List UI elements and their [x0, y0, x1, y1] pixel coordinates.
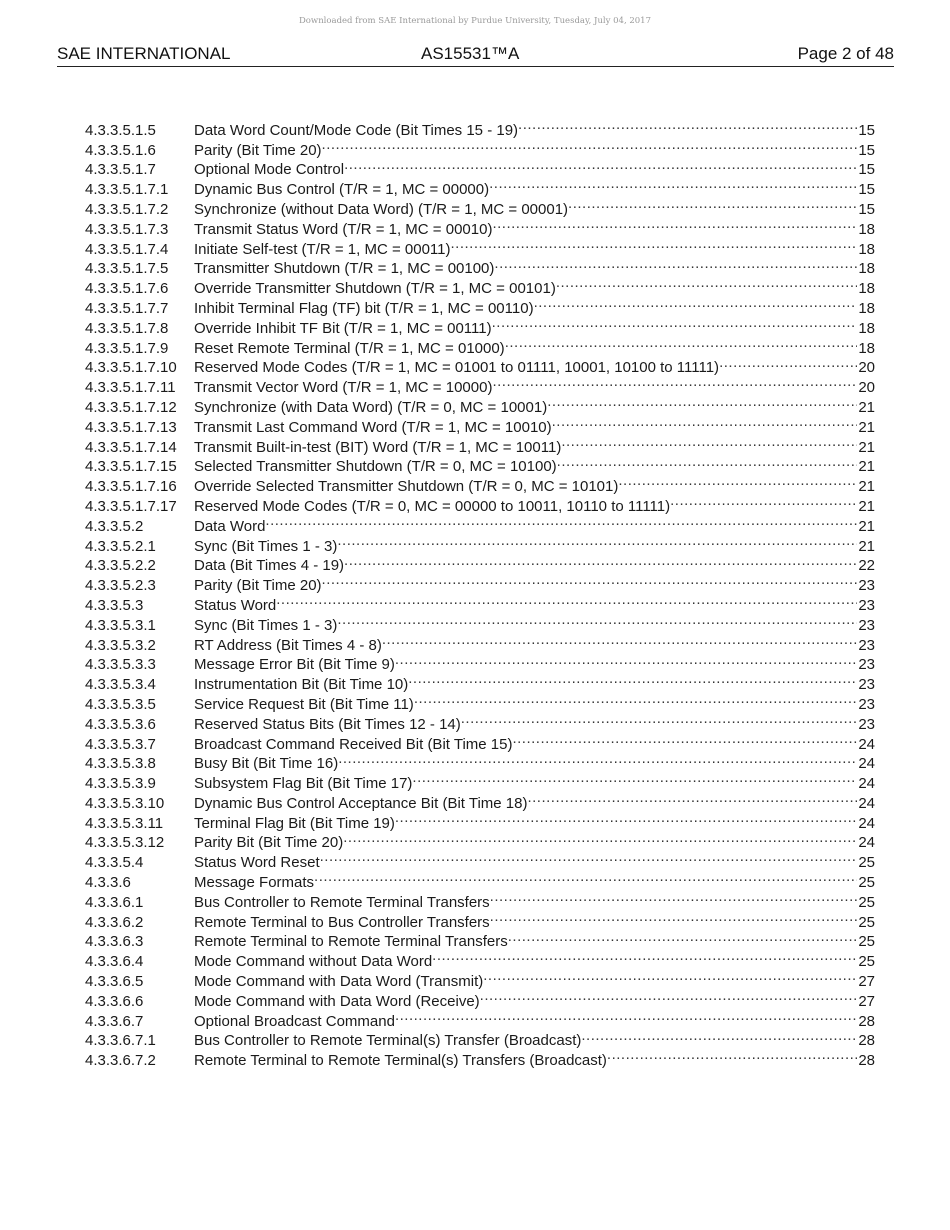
toc-page-number: 25: [858, 933, 875, 951]
toc-section-title: Broadcast Command Received Bit (Bit Time 15): [194, 735, 513, 753]
toc-dot-leader: [557, 452, 858, 472]
toc-section-title: Status Word: [194, 596, 277, 614]
toc-page-number: 18: [858, 220, 875, 238]
toc-section-number: 4.3.3.5.2.3: [85, 577, 156, 595]
toc-section-number: 4.3.3.5.1.7.9: [85, 339, 169, 357]
toc-page-number: 28: [858, 1032, 875, 1050]
page-header: [57, 44, 894, 67]
toc-dot-leader: [382, 630, 857, 650]
toc-section-number: 4.3.3.5.3.8: [85, 755, 156, 773]
toc-page-number: 20: [858, 359, 875, 377]
toc-dot-leader: [534, 293, 858, 313]
toc-page-number: 27: [858, 992, 875, 1010]
toc-section-title: Reserved Status Bits (Bit Times 12 - 14): [194, 715, 461, 733]
toc-dot-leader: [505, 333, 858, 353]
toc-section-number: 4.3.3.5.2.1: [85, 537, 156, 555]
toc-section-number: 4.3.3.5.3: [85, 596, 144, 614]
toc-page-number: 24: [858, 755, 875, 773]
toc-section-title: Override Selected Transmitter Shutdown (T/R = 0, MC = 10101): [194, 478, 619, 496]
toc-section-title: Reset Remote Terminal (T/R = 1, MC = 01000): [194, 339, 505, 357]
publisher-name: SAE INTERNATIONAL: [57, 44, 231, 63]
toc-section-title: Mode Command without Data Word: [194, 953, 433, 971]
toc-page-number: 23: [858, 596, 875, 614]
toc-dot-leader: [344, 551, 857, 571]
toc-section-title: Selected Transmitter Shutdown (T/R = 0, MC = 10100): [194, 458, 557, 476]
toc-dot-leader: [494, 254, 857, 274]
toc-section-number: 4.3.3.5.1.7: [85, 161, 156, 179]
toc-page-number: 25: [858, 854, 875, 872]
toc-page-number: 23: [858, 676, 875, 694]
toc-dot-leader: [618, 471, 857, 491]
toc-section-title: Message Formats: [194, 874, 315, 892]
toc-dot-leader: [490, 887, 858, 907]
toc-section-title: Subsystem Flag Bit (Bit Time 17): [194, 775, 413, 793]
toc-dot-leader: [492, 372, 857, 392]
toc-dot-leader: [395, 650, 857, 670]
toc-section-title: Service Request Bit (Bit Time 11): [194, 695, 414, 713]
toc-section-number: 4.3.3.5.1.7.15: [85, 458, 177, 476]
toc-page-number: 21: [858, 517, 875, 535]
toc-section-number: 4.3.3.5.1.7.3: [85, 220, 169, 238]
toc-dot-leader: [337, 531, 857, 551]
toc-page-number: 18: [858, 260, 875, 278]
toc-page-number: 18: [858, 319, 875, 337]
toc-dot-leader: [322, 135, 858, 155]
toc-section-title: Remote Terminal to Remote Terminal Transfers: [194, 933, 508, 951]
toc-section-title: Bus Controller to Remote Terminal Transfers: [194, 893, 490, 911]
toc-page-number: 23: [858, 695, 875, 713]
toc-section-number: 4.3.3.5.1.7.5: [85, 260, 169, 278]
toc-dot-leader: [518, 115, 857, 135]
toc-page-number: 21: [858, 537, 875, 555]
toc-section-title: Transmit Last Command Word (T/R = 1, MC = 10010): [194, 418, 552, 436]
toc-section-number: 4.3.3.5.3.2: [85, 636, 156, 654]
toc-section-title: Sync (Bit Times 1 - 3): [194, 537, 338, 555]
toc-section-title: Instrumentation Bit (Bit Time 10): [194, 676, 409, 694]
toc-dot-leader: [670, 491, 857, 511]
toc-section-title: Parity (Bit Time 20): [194, 141, 322, 159]
toc-dot-leader: [461, 709, 858, 729]
toc-section-number: 4.3.3.5.1.6: [85, 141, 156, 159]
toc-dot-leader: [320, 847, 858, 867]
toc-dot-leader: [337, 610, 857, 630]
toc-section-number: 4.3.3.5.3.7: [85, 735, 156, 753]
toc-section-title: Transmit Built-in-test (BIT) Word (T/R = 1, MC = 10011): [194, 438, 562, 456]
toc-dot-leader: [581, 1026, 857, 1046]
toc-dot-leader: [343, 828, 857, 848]
toc-page-number: 21: [858, 478, 875, 496]
toc-section-number: 4.3.3.5.1.7.2: [85, 200, 169, 218]
toc-section-number: 4.3.3.6.4: [85, 953, 144, 971]
toc-dot-leader: [719, 353, 857, 373]
toc-section-number: 4.3.3.5.1.7.16: [85, 478, 177, 496]
toc-dot-leader: [344, 155, 857, 175]
toc-page-number: 21: [858, 438, 875, 456]
toc-section-title: Optional Broadcast Command: [194, 1012, 395, 1030]
toc-section-number: 4.3.3.5.1.5: [85, 121, 156, 139]
toc-section-title: Bus Controller to Remote Terminal(s) Transfer (Broadcast): [194, 1032, 582, 1050]
toc-section-number: 4.3.3.5.3.3: [85, 656, 156, 674]
toc-page-number: 25: [858, 913, 875, 931]
toc-page-number: 20: [858, 379, 875, 397]
toc-dot-leader: [480, 986, 858, 1006]
toc-dot-leader: [568, 194, 857, 214]
download-watermark: Downloaded from SAE International by Purdue University, Tuesday, July 04, 2017: [298, 16, 651, 26]
toc-dot-leader: [395, 1006, 857, 1026]
toc-section-title: Data (Bit Times 4 - 19): [194, 557, 345, 575]
toc-page-number: 15: [858, 200, 875, 218]
toc-section-title: Override Transmitter Shutdown (T/R = 1, MC = 00101): [194, 280, 556, 298]
toc-page-number: 21: [858, 497, 875, 515]
toc-page-number: 25: [858, 874, 875, 892]
toc-section-number: 4.3.3.5.3.11: [85, 814, 164, 832]
toc-dot-leader: [489, 174, 857, 194]
toc-dot-leader: [338, 749, 857, 769]
toc-dot-leader: [322, 570, 858, 590]
toc-page-number: 24: [858, 794, 875, 812]
toc-page-number: 27: [858, 973, 875, 991]
toc-page-number: 21: [858, 398, 875, 416]
toc-section-title: Remote Terminal to Bus Controller Transfers: [194, 913, 490, 931]
toc-page-number: 22: [858, 557, 875, 575]
toc-section-title: Override Inhibit TF Bit (T/R = 1, MC = 00111): [194, 319, 492, 337]
toc-section-number: 4.3.3.5.1.7.7: [85, 299, 169, 317]
toc-page-number: 18: [858, 240, 875, 258]
table-of-contents: [85, 115, 875, 1070]
page-number: Page 2 of 48: [797, 44, 894, 63]
toc-section-number: 4.3.3.5.3.10: [85, 794, 165, 812]
toc-dot-leader: [265, 511, 857, 531]
toc-section-title: Data Word Count/Mode Code (Bit Times 15 - 19): [194, 121, 519, 139]
toc-section-number: 4.3.3.5.1.7.17: [85, 497, 177, 515]
toc-section-title: Initiate Self-test (T/R = 1, MC = 00011): [194, 240, 451, 258]
toc-section-title: Terminal Flag Bit (Bit Time 19): [194, 814, 395, 832]
toc-page-number: 15: [858, 161, 875, 179]
toc-section-number: 4.3.3.5.2: [85, 517, 144, 535]
toc-section-number: 4.3.3.5.3.12: [85, 834, 165, 852]
toc-page-number: 21: [858, 458, 875, 476]
toc-page-number: 25: [858, 953, 875, 971]
toc-section-number: 4.3.3.5.1.7.10: [85, 359, 177, 377]
toc-page-number: 24: [858, 735, 875, 753]
toc-page-number: 18: [858, 299, 875, 317]
toc-section-title: RT Address (Bit Times 4 - 8): [194, 636, 382, 654]
toc-section-number: 4.3.3.6.1: [85, 893, 144, 911]
toc-section-title: Remote Terminal to Remote Terminal(s) Transfers (Broadcast): [194, 1052, 607, 1070]
toc-page-number: 15: [858, 181, 875, 199]
toc-section-title: Transmit Vector Word (T/R = 1, MC = 10000): [194, 379, 493, 397]
toc-section-number: 4.3.3.5.1.7.1: [85, 181, 169, 199]
toc-section-title: Parity Bit (Bit Time 20): [194, 834, 344, 852]
toc-dot-leader: [314, 867, 857, 887]
document-id: AS15531™A: [421, 44, 520, 63]
toc-section-title: Status Word Reset: [194, 854, 320, 872]
toc-section-title: Dynamic Bus Control Acceptance Bit (Bit Time 18): [194, 794, 528, 812]
toc-section-number: 4.3.3.5.1.7.8: [85, 319, 169, 337]
toc-section-number: 4.3.3.5.1.7.12: [85, 398, 177, 416]
toc-page-number: 15: [858, 121, 875, 139]
toc-section-title: Inhibit Terminal Flag (TF) bit (T/R = 1, MC = 00110): [194, 299, 534, 317]
toc-section-number: 4.3.3.5.3.9: [85, 775, 156, 793]
toc-dot-leader: [395, 808, 857, 828]
toc-section-number: 4.3.3.5.3.1: [85, 616, 156, 634]
toc-dot-leader: [607, 1045, 857, 1065]
toc-section-number: 4.3.3.6: [85, 874, 131, 892]
toc-section-title: Reserved Mode Codes (T/R = 1, MC = 01001 to 01111, 10001, 10100 to 11111): [194, 359, 720, 377]
toc-page-number: 23: [858, 616, 875, 634]
toc-dot-leader: [408, 669, 857, 689]
toc-section-number: 4.3.3.6.7: [85, 1012, 144, 1030]
toc-dot-leader: [508, 927, 858, 947]
toc-page-number: 28: [858, 1052, 875, 1070]
toc-section-number: 4.3.3.5.3.4: [85, 676, 156, 694]
toc-page-number: 18: [858, 280, 875, 298]
toc-section-number: 4.3.3.5.1.7.13: [85, 418, 177, 436]
toc-dot-leader: [276, 590, 857, 610]
toc-page-number: 24: [858, 775, 875, 793]
toc-page-number: 18: [858, 339, 875, 357]
toc-page-number: 28: [858, 1012, 875, 1030]
toc-page-number: 23: [858, 715, 875, 733]
toc-section-number: 4.3.3.6.5: [85, 973, 144, 991]
toc-entry[interactable]: [85, 115, 875, 139]
toc-dot-leader: [414, 689, 858, 709]
toc-section-number: 4.3.3.5.1.7.14: [85, 438, 177, 456]
toc-section-title: Mode Command with Data Word (Receive): [194, 992, 480, 1010]
toc-page-number: 23: [858, 656, 875, 674]
toc-page-number: 24: [858, 814, 875, 832]
toc-section-title: Sync (Bit Times 1 - 3): [194, 616, 338, 634]
toc-page-number: 25: [858, 893, 875, 911]
toc-dot-leader: [490, 907, 858, 927]
toc-section-number: 4.3.3.6.7.2: [85, 1052, 156, 1070]
toc-dot-leader: [512, 729, 857, 749]
toc-dot-leader: [451, 234, 858, 254]
toc-section-number: 4.3.3.6.2: [85, 913, 144, 931]
toc-section-title: Transmitter Shutdown (T/R = 1, MC = 00100): [194, 260, 495, 278]
toc-section-title: Reserved Mode Codes (T/R = 0, MC = 00000 to 10011, 10110 to 11111): [194, 497, 671, 515]
toc-page-number: 21: [858, 418, 875, 436]
toc-section-title: Busy Bit (Bit Time 16): [194, 755, 339, 773]
toc-section-title: Synchronize (without Data Word) (T/R = 1, MC = 00001): [194, 200, 569, 218]
toc-section-title: Message Error Bit (Bit Time 9): [194, 656, 395, 674]
toc-section-number: 4.3.3.6.6: [85, 992, 144, 1010]
toc-dot-leader: [412, 768, 857, 788]
toc-section-title: Transmit Status Word (T/R = 1, MC = 00010): [194, 220, 493, 238]
toc-section-number: 4.3.3.6.7.1: [85, 1032, 156, 1050]
toc-dot-leader: [492, 214, 857, 234]
toc-section-title: Synchronize (with Data Word) (T/R = 0, MC = 10001): [194, 398, 548, 416]
toc-section-number: 4.3.3.5.3.5: [85, 695, 156, 713]
toc-section-number: 4.3.3.6.3: [85, 933, 144, 951]
toc-dot-leader: [552, 412, 858, 432]
toc-section-number: 4.3.3.5.3.6: [85, 715, 156, 733]
toc-section-title: Dynamic Bus Control (T/R = 1, MC = 00000): [194, 181, 490, 199]
toc-page-number: 15: [858, 141, 875, 159]
toc-section-title: Optional Mode Control: [194, 161, 345, 179]
toc-section-title: Data Word: [194, 517, 266, 535]
toc-dot-leader: [547, 392, 857, 412]
toc-page-number: 24: [858, 834, 875, 852]
toc-section-number: 4.3.3.5.1.7.6: [85, 280, 169, 298]
toc-dot-leader: [556, 273, 858, 293]
toc-section-number: 4.3.3.5.4: [85, 854, 144, 872]
toc-dot-leader: [483, 966, 857, 986]
toc-section-title: Parity (Bit Time 20): [194, 577, 322, 595]
toc-dot-leader: [561, 432, 857, 452]
toc-section-number: 4.3.3.5.2.2: [85, 557, 156, 575]
toc-section-number: 4.3.3.5.1.7.4: [85, 240, 169, 258]
toc-dot-leader: [432, 946, 857, 966]
toc-page-number: 23: [858, 577, 875, 595]
toc-dot-leader: [527, 788, 857, 808]
toc-section-title: Mode Command with Data Word (Transmit): [194, 973, 484, 991]
toc-dot-leader: [492, 313, 858, 333]
toc-page-number: 23: [858, 636, 875, 654]
toc-section-number: 4.3.3.5.1.7.11: [85, 379, 176, 397]
